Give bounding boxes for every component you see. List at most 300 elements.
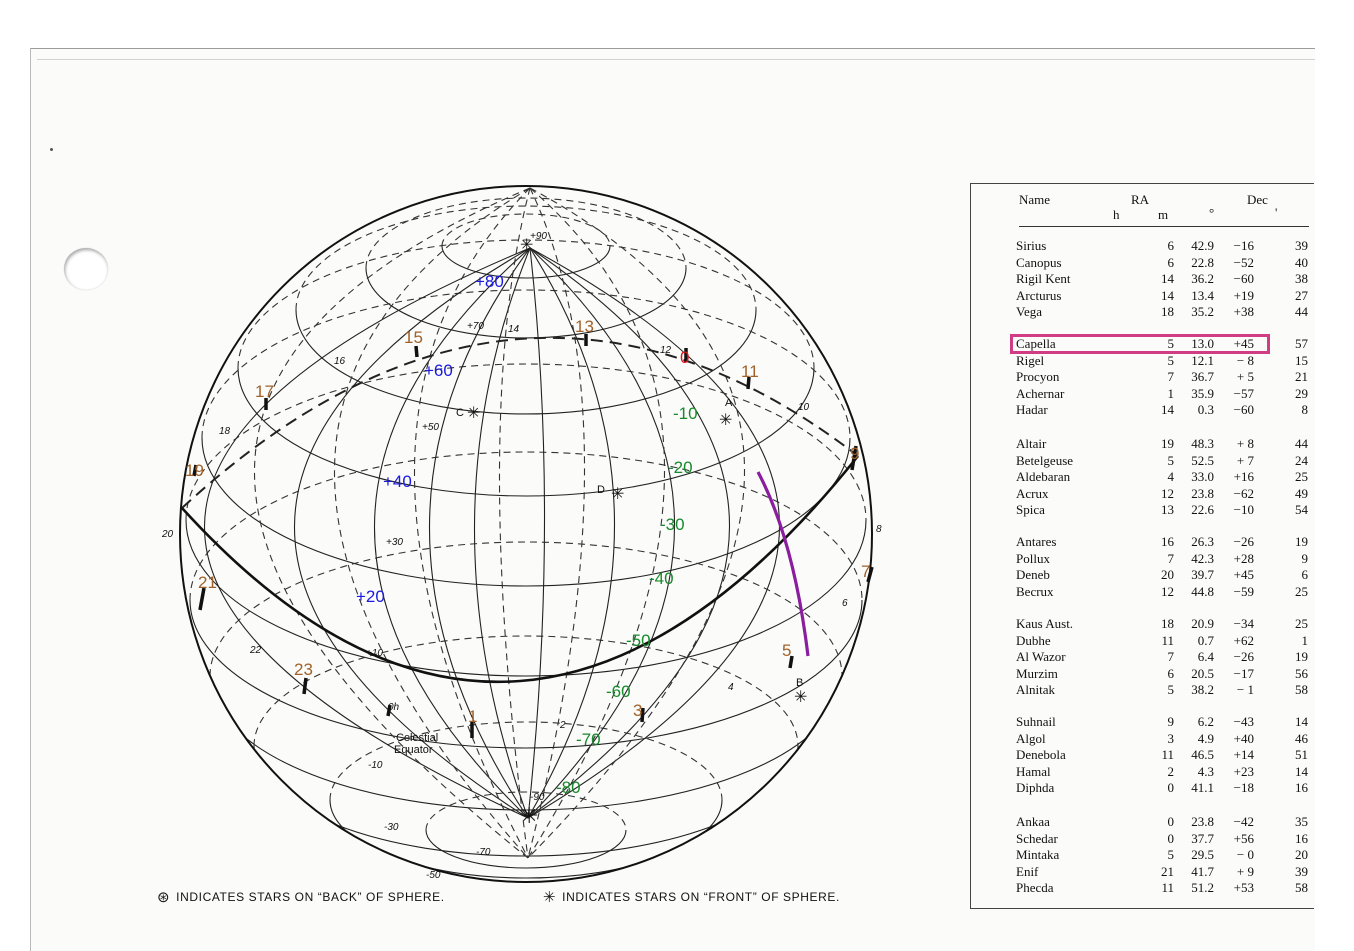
header-deg: ° — [1209, 205, 1215, 220]
cell-min: 20 — [1295, 847, 1308, 862]
dec-label-south-1: -20 — [668, 458, 693, 477]
cell-name: Spica — [1016, 502, 1045, 517]
cell-deg: −43 — [1233, 714, 1254, 729]
declination-circle-front — [190, 600, 862, 748]
cell-name: Rigil Kent — [1016, 271, 1071, 286]
equator-label-line2: Equator — [394, 744, 433, 756]
cell-deg: +45 — [1233, 567, 1254, 582]
cell-deg: +23 — [1233, 763, 1254, 779]
dec-label-south-3: -40 — [649, 569, 674, 588]
table-row — [1016, 584, 1310, 601]
cell-min: 56 — [1295, 665, 1308, 681]
label-minus90: -90 — [530, 792, 545, 803]
ra-hour-label-2: 0 — [680, 348, 690, 367]
table-row — [1016, 633, 1310, 650]
table-row — [1016, 649, 1310, 666]
cell-h: 5 — [1167, 682, 1174, 697]
table-row — [1016, 402, 1310, 419]
cell-deg: +56 — [1233, 830, 1254, 846]
hour-circle-front — [204, 248, 530, 818]
cell-m: 38.2 — [1191, 682, 1214, 697]
table-header — [1019, 192, 1309, 227]
cell-name: Hadar — [1016, 402, 1048, 417]
hour-circle-back — [528, 188, 665, 858]
cell-h: 4 — [1167, 469, 1174, 484]
hour-circle-front — [528, 248, 780, 818]
ra-hour-label-3: 11 — [741, 362, 759, 381]
cell-min: 39 — [1295, 863, 1308, 879]
star-table — [970, 183, 1314, 909]
sphere-outline — [180, 186, 872, 882]
header-h: h — [1113, 207, 1120, 222]
cell-deg: +38 — [1233, 304, 1254, 319]
label-plus10: +10 — [366, 648, 383, 659]
ra-hour-label-11: 1 — [468, 707, 478, 726]
cell-min: 16 — [1295, 780, 1308, 795]
ra-hour-label-1: 13 — [575, 317, 594, 336]
dec-label-north-2: +40 — [383, 472, 412, 491]
cell-m: 44.8 — [1191, 583, 1214, 599]
cell-h: 18 — [1161, 616, 1174, 631]
ra-hour-label-7: 7 — [861, 562, 871, 581]
declination-circle-back — [254, 636, 798, 746]
cell-deg: −52 — [1233, 254, 1254, 270]
dec-label-south-0: -10 — [673, 404, 698, 423]
south-pole-star-icon: ✳ — [520, 803, 539, 828]
label-12: 12 — [660, 345, 672, 356]
cell-name: Suhnail — [1016, 714, 1056, 729]
cell-h: 5 — [1167, 352, 1174, 368]
cell-min: 14 — [1295, 714, 1308, 729]
cell-deg: + 8 — [1236, 436, 1254, 451]
cell-m: 41.1 — [1191, 780, 1214, 795]
cell-m: 42.9 — [1191, 238, 1214, 253]
cell-deg: − 0 — [1236, 847, 1254, 862]
ra-hour-label-5: 9 — [850, 444, 860, 463]
table-row — [1016, 255, 1310, 272]
cell-deg: −60 — [1233, 402, 1254, 417]
cell-h: 20 — [1161, 567, 1174, 582]
cell-deg: −34 — [1233, 616, 1254, 631]
cell-name: Phecda — [1016, 880, 1054, 895]
cell-h: 14 — [1161, 402, 1174, 417]
cell-deg: − 8 — [1236, 352, 1254, 368]
cell-h: 12 — [1161, 583, 1174, 599]
cell-h: 0 — [1167, 830, 1174, 846]
cell-m: 6.2 — [1197, 714, 1214, 729]
cell-deg: −57 — [1233, 385, 1254, 401]
cell-h: 6 — [1167, 254, 1174, 270]
north-pole-star-icon: ✳ — [520, 237, 534, 254]
cell-h: 5 — [1167, 847, 1174, 862]
table-row — [1016, 486, 1310, 503]
hour-circle-front — [474, 248, 530, 818]
table-row — [1016, 682, 1310, 699]
label-10: 10 — [798, 402, 810, 413]
table-row — [1016, 764, 1310, 781]
cell-m: 0.3 — [1197, 402, 1214, 417]
cell-name: Altair — [1016, 436, 1047, 451]
cell-deg: −17 — [1233, 665, 1254, 681]
cell-min: 19 — [1295, 534, 1308, 549]
cell-name: Deneb — [1016, 567, 1050, 582]
cell-min: 16 — [1295, 830, 1308, 846]
cell-m: 23.8 — [1191, 485, 1214, 501]
star-label-d: D — [597, 484, 605, 496]
cell-name: Al Wazor — [1016, 649, 1066, 664]
cell-name: Betelgeuse — [1016, 452, 1074, 468]
hour-circle-front — [528, 248, 615, 818]
cell-name: Alnitak — [1016, 682, 1055, 697]
dec-label-south-6: -70 — [576, 730, 601, 749]
table-row — [1016, 238, 1310, 255]
hour-circle-back — [528, 188, 745, 858]
table-row — [1016, 288, 1310, 305]
label-plus90: +90 — [530, 231, 547, 242]
cell-min: 29 — [1295, 385, 1308, 401]
cell-m: 52.5 — [1191, 452, 1214, 468]
cell-name: Pollux — [1016, 550, 1050, 566]
cell-h: 5 — [1167, 452, 1174, 468]
hour-circle-front — [528, 248, 733, 818]
cell-h: 6 — [1167, 238, 1174, 253]
table-row — [1016, 731, 1310, 748]
table-row — [1016, 353, 1310, 370]
cell-min: 21 — [1295, 369, 1308, 384]
cell-min: 35 — [1295, 814, 1308, 829]
cell-name: Rigel — [1016, 352, 1045, 368]
cell-h: 12 — [1161, 485, 1174, 501]
declination-circle-back — [330, 722, 722, 800]
cell-deg: + 7 — [1236, 452, 1254, 468]
label-plus30: +30 — [386, 537, 403, 548]
cell-name: Schedar — [1016, 830, 1058, 846]
cell-name: Vega — [1016, 304, 1042, 319]
cell-h: 2 — [1167, 763, 1174, 779]
star-c-front-icon: ✳ — [467, 405, 481, 422]
label-minus50: -50 — [426, 870, 441, 881]
legend-front — [543, 888, 840, 906]
cell-min: 15 — [1295, 352, 1308, 368]
cell-h: 3 — [1167, 730, 1174, 746]
table-row — [1016, 666, 1310, 683]
cell-m: 20.5 — [1191, 665, 1214, 681]
star-a-front-icon: ✳ — [719, 412, 733, 429]
cell-name: Hamal — [1016, 763, 1051, 779]
cell-name: Becrux — [1016, 583, 1054, 599]
cell-h: 7 — [1167, 649, 1174, 664]
star-label-b: B — [796, 677, 804, 689]
cell-h: 18 — [1161, 304, 1174, 319]
hour-circle-back — [528, 188, 585, 858]
dec-label-south-7: -80 — [556, 778, 581, 797]
ra-hour-label-6: 19 — [185, 461, 204, 480]
header-name: Name — [1019, 192, 1051, 207]
declination-circle-front — [426, 830, 626, 868]
cell-name: Sirius — [1016, 238, 1047, 253]
table-row — [1016, 534, 1310, 551]
table-row — [1016, 304, 1310, 321]
label-20: 20 — [162, 529, 174, 540]
table-row — [1016, 271, 1310, 288]
cell-min: 1 — [1301, 632, 1308, 648]
table-row — [1016, 436, 1310, 453]
cell-name: Denebola — [1016, 747, 1066, 762]
cell-min: 49 — [1295, 485, 1308, 501]
cell-min: 58 — [1295, 880, 1308, 895]
cell-h: 21 — [1161, 863, 1174, 879]
cell-min: 19 — [1295, 649, 1308, 664]
legend-back — [157, 888, 445, 906]
cell-m: 0.7 — [1197, 632, 1214, 648]
cell-m: 48.3 — [1191, 436, 1214, 451]
dec-label-south-5: -60 — [606, 682, 631, 701]
label-plus70: +70 — [467, 321, 484, 332]
declination-circle-back — [210, 542, 842, 676]
cell-h: 16 — [1161, 534, 1174, 549]
cell-deg: +53 — [1233, 880, 1254, 895]
table-row — [1016, 864, 1310, 881]
cell-min: 8 — [1301, 402, 1308, 417]
ra-hour-label-8: 21 — [198, 573, 217, 592]
cell-m: 4.9 — [1197, 730, 1214, 746]
table-row — [1016, 469, 1310, 486]
cell-min: 9 — [1301, 550, 1308, 566]
cell-h: 9 — [1167, 714, 1174, 729]
cell-m: 29.5 — [1191, 847, 1214, 862]
label-minus70: -70 — [476, 847, 491, 858]
cell-name: Kaus Aust. — [1016, 616, 1074, 631]
cell-m: 12.1 — [1191, 352, 1214, 368]
table-row — [1016, 747, 1310, 764]
cell-deg: +19 — [1233, 287, 1254, 303]
back-star-icon: ⊛ — [157, 889, 171, 906]
star-b-front-icon: ✳ — [794, 689, 808, 706]
cell-deg: −26 — [1233, 534, 1254, 549]
label-8: 8 — [876, 524, 882, 535]
cell-min: 25 — [1295, 616, 1308, 631]
cell-deg: +45 — [1233, 336, 1254, 351]
cell-deg: +14 — [1233, 747, 1254, 762]
cell-deg: −18 — [1233, 780, 1254, 795]
hour-circle-front — [528, 248, 545, 818]
cell-deg: +62 — [1233, 632, 1254, 648]
declination-circle-front — [202, 438, 850, 586]
cell-deg: −42 — [1233, 814, 1254, 829]
cell-name: Algol — [1016, 730, 1046, 746]
cell-deg: −60 — [1233, 271, 1254, 286]
dec-label-south-4: -50 — [626, 631, 651, 650]
cell-h: 1 — [1167, 385, 1174, 401]
cell-name: Procyon — [1016, 369, 1060, 384]
cell-m: 26.3 — [1191, 534, 1214, 549]
capella-highlight-box — [1010, 334, 1270, 354]
celestial-equator — [182, 456, 858, 682]
cell-m: 4.3 — [1197, 763, 1214, 779]
label-minus10: -10 — [368, 760, 383, 771]
cell-min: 51 — [1295, 747, 1308, 762]
star-d-front-icon: ✳ — [611, 486, 625, 503]
cell-min: 44 — [1295, 436, 1308, 451]
front-star-icon: ✳ — [543, 889, 557, 906]
cell-m: 22.6 — [1191, 502, 1214, 517]
cell-h: 11 — [1161, 747, 1174, 762]
cell-min: 14 — [1295, 763, 1308, 779]
dec-label-north-3: +20 — [356, 587, 385, 606]
cell-name: Arcturus — [1016, 287, 1062, 303]
ra-hour-label-0: 15 — [404, 328, 423, 347]
label-18: 18 — [219, 426, 231, 437]
cell-min: 46 — [1295, 730, 1308, 746]
cell-name: Antares — [1016, 534, 1057, 549]
star-label-c: C — [456, 407, 464, 419]
table-row — [1016, 780, 1310, 797]
cell-deg: −26 — [1233, 649, 1254, 664]
declination-circle-back — [186, 364, 866, 520]
cell-m: 35.2 — [1191, 304, 1214, 319]
cell-m: 23.8 — [1191, 814, 1214, 829]
declination-circle-front — [254, 746, 798, 856]
cell-deg: −59 — [1233, 583, 1254, 599]
cell-h: 0 — [1167, 814, 1174, 829]
highlight-arc — [758, 472, 808, 656]
ra-hour-label-10: 23 — [294, 660, 313, 679]
cell-h: 7 — [1167, 550, 1174, 566]
ra-hour-label-9: 5 — [782, 641, 792, 660]
table-row — [1016, 551, 1310, 568]
cell-h: 13 — [1161, 502, 1174, 517]
label-4: 4 — [728, 682, 734, 693]
declination-circles-front — [186, 246, 866, 878]
cell-m: 20.9 — [1191, 616, 1214, 631]
label-2: 2 — [560, 720, 566, 731]
star-label-a: A — [725, 397, 733, 409]
cell-h: 5 — [1167, 336, 1174, 351]
table-row — [1016, 453, 1310, 470]
cell-name: Achernar — [1016, 385, 1065, 401]
cell-name: Dubhe — [1016, 632, 1051, 648]
cell-min: 25 — [1295, 583, 1308, 599]
cell-m: 35.9 — [1191, 385, 1214, 401]
table-row — [1016, 847, 1310, 864]
header-ra: RA — [1131, 192, 1150, 207]
equator-label-line1: Celestial — [396, 732, 439, 744]
table-row — [1016, 714, 1310, 731]
label-22: 22 — [250, 645, 262, 656]
cell-m: 51.2 — [1191, 880, 1214, 895]
cell-m: 13.4 — [1191, 287, 1214, 303]
label-16: 16 — [334, 356, 346, 367]
header-dec: Dec — [1247, 192, 1268, 207]
legend-front-text: INDICATES STARS ON “FRONT” OF SPHERE. — [562, 890, 840, 904]
cell-min: 57 — [1295, 336, 1308, 351]
cell-m: 22.8 — [1191, 254, 1214, 270]
cell-h: 14 — [1161, 287, 1174, 303]
cell-m: 46.5 — [1191, 747, 1214, 762]
table-row — [1016, 502, 1310, 519]
cell-min: 6 — [1301, 567, 1308, 582]
cell-name: Capella — [1016, 336, 1056, 351]
label-0h: 0h — [388, 702, 400, 713]
table-row — [1016, 814, 1310, 831]
cell-m: 33.0 — [1191, 469, 1214, 484]
cell-deg: −10 — [1233, 502, 1254, 517]
cell-name: Aldebaran — [1016, 469, 1071, 484]
cell-m: 42.3 — [1191, 550, 1214, 566]
cell-m: 36.7 — [1191, 369, 1214, 384]
cell-h: 14 — [1161, 271, 1174, 286]
hour-circles-front — [204, 248, 779, 818]
cell-m: 37.7 — [1191, 830, 1214, 846]
declination-circle-front — [210, 676, 842, 810]
cell-min: 54 — [1295, 502, 1308, 517]
cell-name: Acrux — [1016, 485, 1049, 501]
dec-label-south-2: -30 — [660, 515, 685, 534]
cell-h: 11 — [1161, 632, 1174, 648]
cell-m: 13.0 — [1191, 336, 1214, 351]
declination-circle-back — [190, 452, 862, 600]
cell-min: 58 — [1295, 682, 1308, 697]
ra-hour-label-4: 17 — [255, 382, 274, 401]
cell-min: 24 — [1295, 452, 1308, 468]
cell-min: 38 — [1295, 271, 1308, 286]
equator-caption — [394, 732, 438, 756]
cell-deg: +16 — [1233, 469, 1254, 484]
legend-back-text: INDICATES STARS ON “BACK” OF SPHERE. — [176, 890, 445, 904]
cell-name: Enif — [1016, 863, 1039, 879]
cell-min: 27 — [1295, 287, 1308, 303]
table-row — [1016, 831, 1310, 848]
cell-deg: −62 — [1233, 485, 1254, 501]
cell-deg: −16 — [1233, 238, 1254, 253]
cell-h: 0 — [1167, 780, 1174, 795]
table-row — [1016, 386, 1310, 403]
header-m: m — [1158, 207, 1169, 222]
cell-m: 6.4 — [1197, 649, 1214, 664]
cell-m: 39.7 — [1191, 567, 1214, 582]
cell-h: 19 — [1161, 436, 1174, 451]
cell-deg: +40 — [1233, 730, 1254, 746]
cell-name: Ankaa — [1016, 814, 1050, 829]
cell-min: 39 — [1295, 238, 1308, 253]
declination-circle-front — [238, 368, 814, 496]
cell-name: Mintaka — [1016, 847, 1060, 862]
ra-hour-label-12: 3 — [633, 701, 643, 720]
cell-h: 11 — [1161, 880, 1174, 895]
cell-min: 40 — [1295, 254, 1308, 270]
label-plus50: +50 — [422, 422, 439, 433]
cell-deg: +28 — [1233, 550, 1254, 566]
table-row — [1016, 567, 1310, 584]
label-14: 14 — [508, 324, 520, 335]
printed-small-labels — [161, 231, 882, 881]
cell-name: Diphda — [1016, 780, 1055, 795]
cell-m: 41.7 — [1191, 863, 1214, 879]
cell-deg: + 5 — [1236, 369, 1254, 384]
cell-min: 25 — [1295, 469, 1308, 484]
cell-deg: + 9 — [1236, 863, 1254, 879]
label-6: 6 — [842, 598, 848, 609]
cell-h: 6 — [1167, 665, 1174, 681]
annotation-labels — [185, 272, 870, 797]
cell-h: 7 — [1167, 369, 1174, 384]
cell-min: 44 — [1295, 304, 1308, 319]
declination-circles-back — [186, 198, 866, 830]
dec-label-north-1: +60 — [424, 361, 453, 380]
table-row — [1016, 880, 1310, 897]
cell-m: 36.2 — [1191, 271, 1214, 286]
cell-name: Canopus — [1016, 254, 1062, 270]
